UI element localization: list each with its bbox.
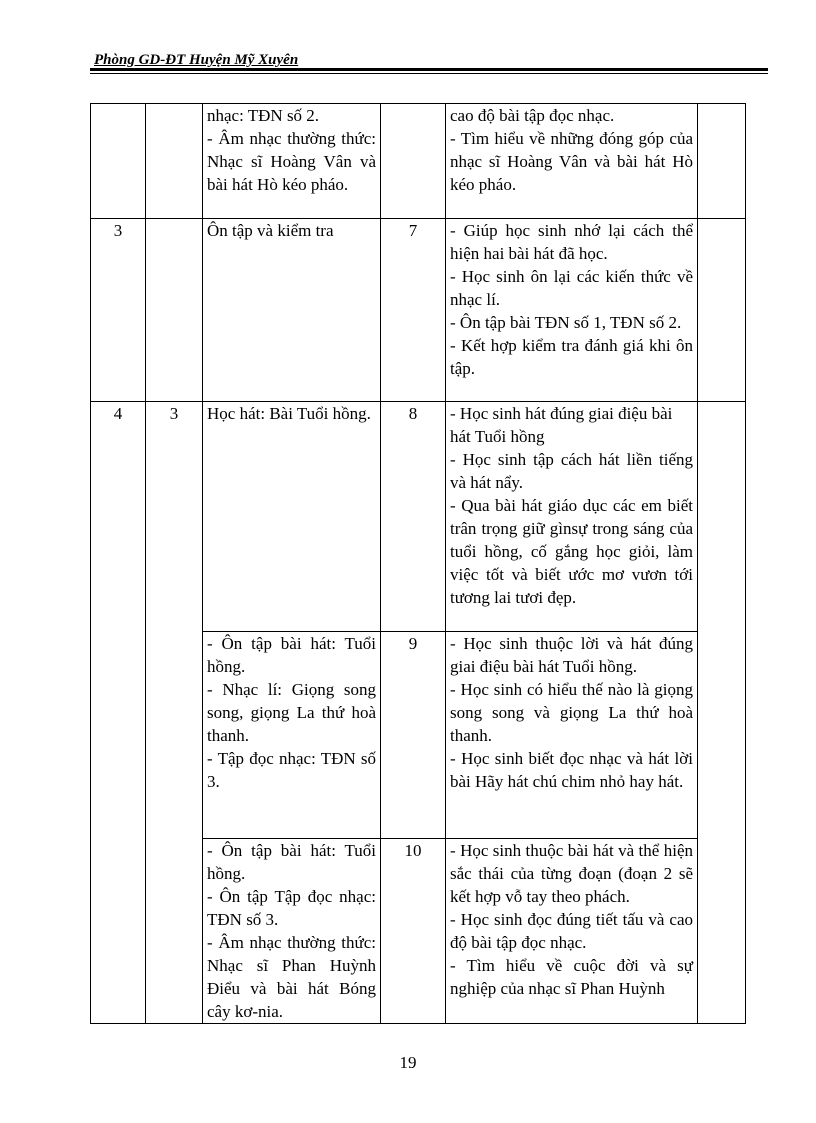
objective-line: - Giúp học sinh nhớ lại cách thể hiện hai bài hát đã học. xyxy=(450,221,693,263)
cell-objectives xyxy=(446,104,698,219)
cell-chapter xyxy=(146,219,203,402)
cell-chapter xyxy=(146,104,203,219)
objective-line: - Học sinh thuộc bài hát và thể hiện sắc thái của từng đoạn (đoạn 2 sẽ kết hợp vỗ tay theo phách. xyxy=(450,841,693,906)
header-rule-thick xyxy=(90,68,768,71)
content-line: - Âm nhạc thường thức: Nhạc sĩ Phan Huỳnh Điểu và bài hát Bóng cây kơ-nia. xyxy=(207,933,376,1021)
cell-content xyxy=(203,219,381,402)
cell-chapter: 3 xyxy=(146,402,203,1024)
cell-objectives xyxy=(446,839,698,1024)
cell-lesson-no: 9 xyxy=(381,632,446,839)
table-row xyxy=(91,402,746,632)
cell-lesson-no: 8 xyxy=(381,402,446,632)
content-line: nhạc: TĐN số 2. xyxy=(207,106,320,125)
objective-line: cao độ bài tập đọc nhạc. xyxy=(450,106,615,125)
content-line: Ôn tập và kiểm tra xyxy=(207,221,334,240)
table-row xyxy=(91,104,746,219)
cell-content xyxy=(203,402,381,632)
objective-line: - Học sinh biết đọc nhạc và hát lời bài Hãy hát chú chim nhỏ hay hát. xyxy=(450,749,693,791)
objective-line: - Học sinh có hiểu thế nào là giọng song song và giọng La thứ hoà thanh. xyxy=(450,680,693,745)
header-rule-thin xyxy=(90,73,768,74)
objective-line: - Học sinh ôn lại các kiến thức về nhạc lí. xyxy=(450,267,693,309)
objective-line: - Học sinh tập cách hát liền tiếng và hát nẩy. xyxy=(450,450,693,492)
cell-content xyxy=(203,104,381,219)
cell-week xyxy=(91,104,146,219)
cell-objectives xyxy=(446,402,698,632)
cell-notes xyxy=(698,104,746,219)
objective-line: - Học sinh đọc đúng tiết tấu và cao độ bài tập đọc nhạc. xyxy=(450,910,693,952)
content-line: - Nhạc lí: Giọng song song, giọng La thứ hoà thanh. xyxy=(207,680,376,745)
content-line: - Ôn tập bài hát: Tuổi hồng. xyxy=(207,841,376,883)
objective-line: - Tìm hiểu về cuộc đời và sự nghiệp của nhạc sĩ Phan Huỳnh xyxy=(450,956,693,998)
objective-line: - Học sinh hát đúng giai điệu bài hát Tuổi hồng xyxy=(450,404,673,446)
page-header: Phòng GD-ĐT Huyện Mỹ Xuyên xyxy=(94,52,299,68)
cell-lesson-no xyxy=(381,104,446,219)
cell-notes xyxy=(698,402,746,1024)
table-row xyxy=(91,219,746,402)
objective-line: - Ôn tập bài TĐN số 1, TĐN số 2. xyxy=(450,313,682,332)
content-line: - Ôn tập Tập đọc nhạc: TĐN số 3. xyxy=(207,887,376,929)
page-number: 19 xyxy=(399,1053,417,1072)
cell-week: 4 xyxy=(91,402,146,1024)
objective-line: - Học sinh thuộc lời và hát đúng giai điệu bài hát Tuổi hồng. xyxy=(450,634,693,676)
content-line: Học hát: Bài Tuổi hồng. xyxy=(207,404,371,423)
objective-line: - Tìm hiểu về những đóng góp của nhạc sĩ Hoàng Vân và bài hát Hò kéo pháo. xyxy=(450,129,693,194)
cell-content xyxy=(203,632,381,839)
objective-line: - Kết hợp kiểm tra đánh giá khi ôn tập. xyxy=(450,336,693,378)
cell-objectives xyxy=(446,219,698,402)
objective-line: - Qua bài hát giáo dục các em biết trân trọng giữ gìnsự trong sáng của tuổi hồng, cố gắng học giỏi, làm việc tốt và biết ước mơ vươn tới tương lai tươi đẹp. xyxy=(450,496,693,607)
content-line: - Âm nhạc thường thức: Nhạc sĩ Hoàng Vân và bài hát Hò kéo pháo. xyxy=(207,129,376,194)
cell-lesson-no: 10 xyxy=(381,839,446,1024)
curriculum-table xyxy=(90,103,746,1024)
cell-content xyxy=(203,839,381,1024)
cell-objectives xyxy=(446,632,698,839)
cell-notes xyxy=(698,219,746,402)
content-line: - Tập đọc nhạc: TĐN số 3. xyxy=(207,749,376,791)
content-line: - Ôn tập bài hát: Tuổi hồng. xyxy=(207,634,376,676)
cell-lesson-no: 7 xyxy=(381,219,446,402)
cell-week: 3 xyxy=(91,219,146,402)
